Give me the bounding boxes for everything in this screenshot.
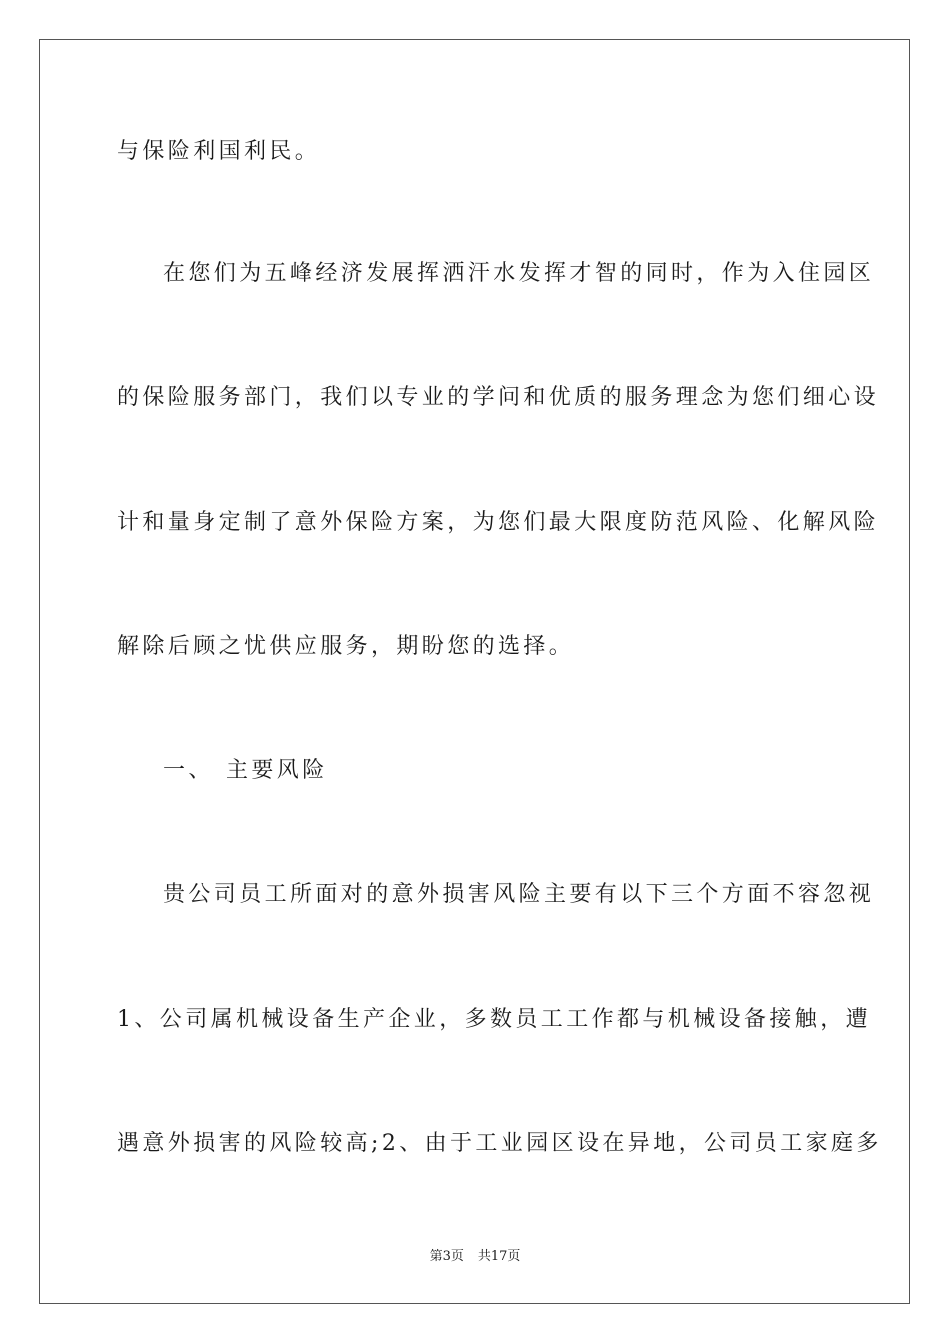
page-number: 第3页	[429, 1249, 464, 1264]
paragraph-line-3: 的保险服务部门，我们以专业的学问和优质的服务理念为您们细心设	[117, 385, 880, 410]
page-border	[39, 39, 910, 1304]
paragraph-line-7: 1、公司属机械设备生产企业，多数员工工作都与机械设备接触，遭	[117, 1007, 871, 1032]
section-heading-text: 主要风险	[226, 758, 328, 783]
page-total: 共17页	[477, 1249, 521, 1264]
section-heading-number: 一、	[163, 758, 214, 783]
paragraph-line-1: 与保险利国利民。	[117, 139, 321, 164]
paragraph-line-2: 在您们为五峰经济发展挥洒汗水发挥才智的同时，作为入住园区	[163, 261, 875, 286]
paragraph-line-6: 贵公司员工所面对的意外损害风险主要有以下三个方面不容忽视	[163, 882, 875, 907]
paragraph-line-5: 解除后顾之忧供应服务，期盼您的选择。	[117, 634, 575, 659]
page-footer	[0, 1248, 950, 1266]
paragraph-line-4: 计和量身定制了意外保险方案，为您们最大限度防范风险、化解风险	[117, 510, 880, 535]
paragraph-line-8: 遇意外损害的风险较高;2、由于工业园区设在异地，公司员工家庭多	[117, 1131, 882, 1156]
